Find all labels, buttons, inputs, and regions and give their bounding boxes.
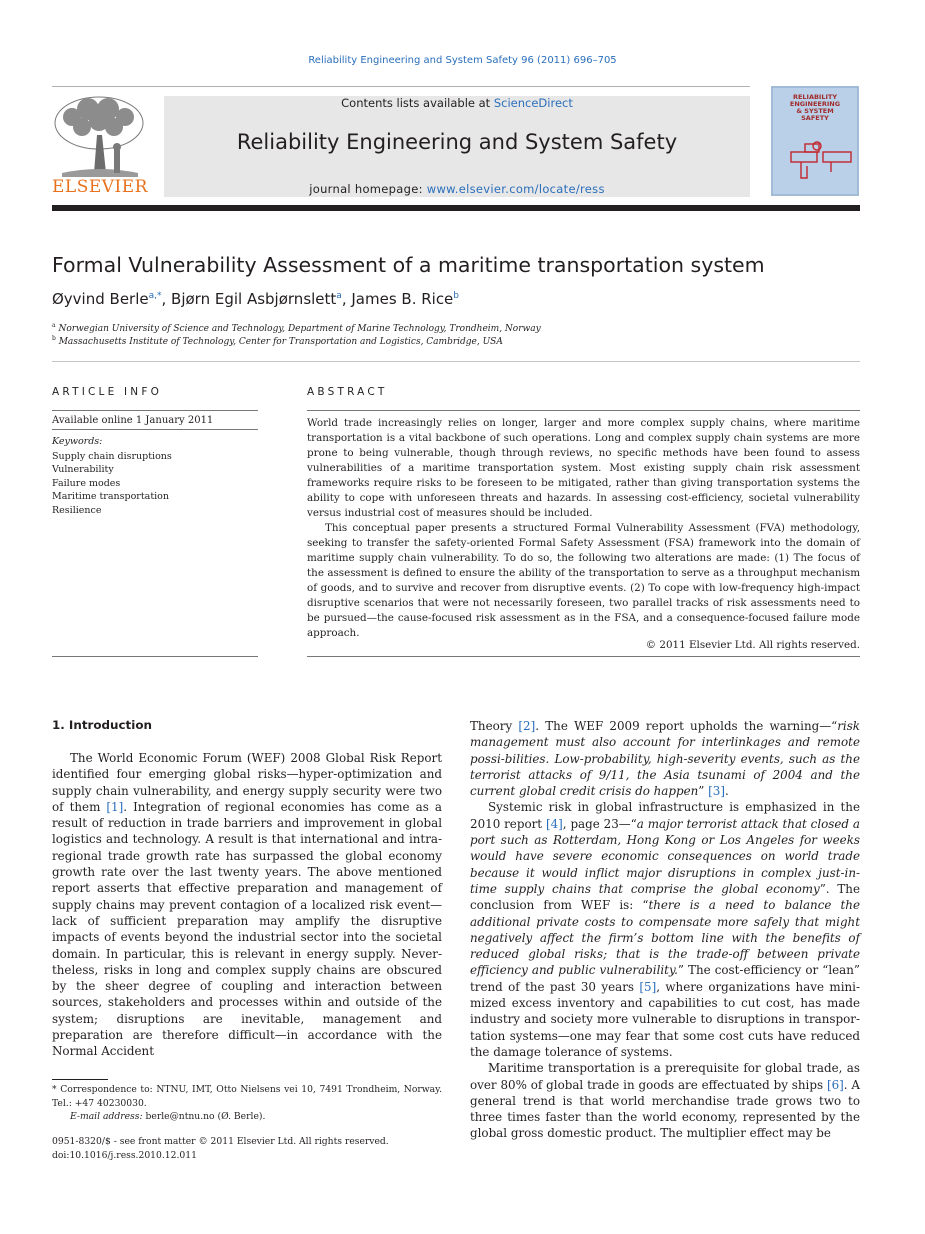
affiliation-sup: a <box>52 322 56 329</box>
right-column <box>470 718 860 1142</box>
affiliation <box>52 322 541 334</box>
issn-block <box>52 1135 389 1162</box>
article-info-heading: ARTICLE INFO <box>52 386 163 398</box>
affiliation-sup: b <box>52 335 56 342</box>
keyword: Vulnerability <box>52 464 114 476</box>
body-paragraph: Theory [2]. The WEF 2009 report upholds the warning—“risk management must also account for interlinkages and remote possi-bilities. Low-probability, high-severity events, such as the terrorist attacks of 9/11, the Asia tsunami of 2004 and the current global credit crisis do happen” [3]. <box>470 719 860 799</box>
journal-citation[interactable]: Reliability Engineering and System Safety 96 (2011) 696–705 <box>308 55 617 66</box>
email-note: E-mail address: berle@ntnu.no (Ø. Berle). <box>70 1111 266 1122</box>
affiliation-text: Massachusetts Institute of Technology, Center for Transportation and Logistics, Cambridge, USA <box>58 337 503 347</box>
publisher-wordmark: ELSEVIER <box>52 177 148 197</box>
reference-link[interactable]: [4] <box>545 816 563 831</box>
correspondence-note: * Correspondence to: NTNU, IMT, Otto Nielsens vei 10, 7491 Trondheim, Norway. Tel.: +47 40230030. <box>52 1084 442 1109</box>
body-paragraph: The World Economic Forum (WEF) 2008 Global Risk Report identified four emerging global risks—hyper-optimization and supply chain vulnerability, and energy supply security were two of them [1]. Integration of regional economies has come as a result of reduction in trade barriers and improvement in global logistics and technology. A result is that international and intra-regional trade growth rate has surpassed the global economy growth rate over the last twenty years. The above mentioned report asserts that effective preparation and management of supply chains may prevent contagion of a localized risk event—lack of sufficient preparation may amplify the disruptive impacts of events beyond the industrial sector into the societal domain. In particular, this is relevant in energy supply. Never-theless, risks in long and complex supply chains are obscured by the sheer degree of coupling and interaction between sources, stakeholders and processes within and outside of the system; disruptions are inevitable, management and preparation are therefore difficult—in accordance with the Normal Accident <box>52 751 442 1059</box>
article-info-rule <box>52 429 258 430</box>
reference-link[interactable]: [2] <box>518 719 536 733</box>
body-paragraph: Maritime transportation is a prerequisite for global trade, as over 80% of global trade in goods are effectuated by ships [6]. A general trend is that world merchandise trade grows two to three times faster than the world economy, represented by the global gross domestic product. The multiplier effect may be <box>470 1061 861 1141</box>
email-address[interactable]: berle@ntnu.no (Ø. Berle). <box>142 1111 266 1122</box>
reference-link[interactable]: [5] <box>639 979 657 994</box>
issn-line: 0951-8320/$ - see front matter © 2011 Elsevier Ltd. All rights reserved. <box>52 1136 389 1147</box>
contents-line <box>164 96 750 110</box>
keyword: Resilience <box>52 504 102 516</box>
abstract-copyright: © 2011 Elsevier Ltd. All rights reserved. <box>645 639 860 651</box>
left-column <box>52 750 442 1060</box>
abstract-heading: ABSTRACT <box>307 386 388 398</box>
reference-link[interactable]: [3] <box>708 784 725 799</box>
section-heading: 1. Introduction <box>52 718 152 732</box>
cover-title-line: & SYSTEM <box>796 107 834 115</box>
abstract-paragraph: World trade increasingly relies on longer, larger and more complex supply chains, where maritime transportation is a vital backbone of such operations. Long and complex supply chain systems are more prone to being vulnerable, though through reviews, no specific methods have been found to assess vulnerabilities of a maritime transportation system. Most existing supply chain risk assessment frameworks require risks to be foreseen to be mitigated, rather than giving transportation systems the ability to cope with unforeseen threats and hazards. In assessing cost-efficiency, societal vulnerability versus industrial cost of measures should be included. <box>307 417 860 519</box>
author-list: Øyvind Berle$^{a,*}$, Bjørn Egil Asbjørnslett$^a$, James B. Rice$^b$ <box>52 290 460 308</box>
cover-title-line: RELIABILITY <box>792 93 838 101</box>
homepage-link[interactable]: www.elsevier.com/locate/ress <box>426 182 605 196</box>
journal-title: Reliability Engineering and System Safety <box>236 130 678 154</box>
paper-title: Formal Vulnerability Assessment of a maritime transportation system <box>52 253 765 277</box>
author-sup[interactable]: a,* <box>148 291 162 301</box>
footnote-rule <box>52 1079 108 1080</box>
footnote <box>52 1083 442 1124</box>
contents-prefix: Contents lists available at <box>341 96 494 110</box>
keyword: Failure modes <box>52 477 121 489</box>
author-sup[interactable]: b <box>453 291 460 301</box>
author-sup[interactable]: a <box>336 291 342 301</box>
author-name[interactable]: Bjørn Egil Asbjørnslett <box>171 290 337 308</box>
affiliation <box>52 335 503 347</box>
cover-title-line: ENGINEERING <box>789 100 841 108</box>
doi-line[interactable]: doi:10.1016/j.ress.2010.12.011 <box>52 1149 197 1161</box>
author-name[interactable]: Øyvind Berle <box>52 290 149 308</box>
reference-link[interactable]: [1] <box>106 799 124 814</box>
keyword: Maritime transportation <box>52 491 170 503</box>
keywords-list <box>52 450 172 517</box>
header-top-rule <box>52 86 750 87</box>
title-block-rule <box>52 361 860 362</box>
cover-title-line: SAFETY <box>801 114 829 122</box>
article-info-rule <box>52 656 258 657</box>
journal-homepage <box>164 182 750 196</box>
body-paragraph: Systemic risk in global infrastructure is emphasized in the 2010 report [4], page 23—“a major terrorist attack that closed a port such as Rotterdam, Hong Kong or Los Angeles for weeks would have severe economic consequences on world trade because it would inflict major disruptions in complex just-in-time supply chains that comprise the global economy”. The conclusion from WEF is: “there is a need to balance the additional private costs to compensate more safely that might negatively affect the firm’s bottom line with the benefits of reduced global risks; that is the trade-off between private efficiency and public vulnerability.” The cost-efficiency or “lean” trend of the past 30 years [5], where organizations have mini-mized excess inventory and capabilities to cut cost, has made industry and society more vulnerable to disruptions in transpor-tation systems—one may fear that some cost cuts have reduced the damage tolerance of systems. <box>470 800 861 1059</box>
available-online: Available online 1 January 2011 <box>52 415 214 426</box>
keyword: Supply chain disruptions <box>52 451 172 462</box>
article-info-rule <box>52 410 258 411</box>
author-name[interactable]: James B. Rice <box>351 290 454 308</box>
abstract-text <box>307 416 860 641</box>
cover-title <box>771 94 859 122</box>
affiliation-text: Norwegian University of Science and Technology, Department of Marine Technology, Trondheim, Norway <box>58 324 541 334</box>
reference-link[interactable]: [6] <box>826 1077 844 1092</box>
elsevier-logo <box>52 95 146 197</box>
keywords-label: Keywords: <box>52 436 103 447</box>
abstract-rule <box>307 656 860 657</box>
abstract-paragraph: This conceptual paper presents a structured Formal Vulnerability Assessment (FVA) methodology, seeking to transfer the safety-oriented Formal Safety Assessment (FSA) framework into the domain of maritime supply chain vulnerability. To do so, the following two alterations are made: (1) The focus of the assessment is defined to ensure the ability of the transportation to serve as a throughput mechanism of goods, and to survive and recover from disruptive events. (2) To cope with low-frequency high-impact disruptive scenarios that were not necessarily foreseen, two parallel tracks of risk assessments need to be pursued—the cause-focused risk assessment as in the FSA, and a consequence-focused failure mode approach. <box>307 522 860 639</box>
sciencedirect-link[interactable]: ScienceDirect <box>493 96 573 110</box>
abstract-rule <box>307 410 860 411</box>
header-bottom-bar <box>52 205 860 211</box>
homepage-label: journal homepage: <box>309 182 427 196</box>
